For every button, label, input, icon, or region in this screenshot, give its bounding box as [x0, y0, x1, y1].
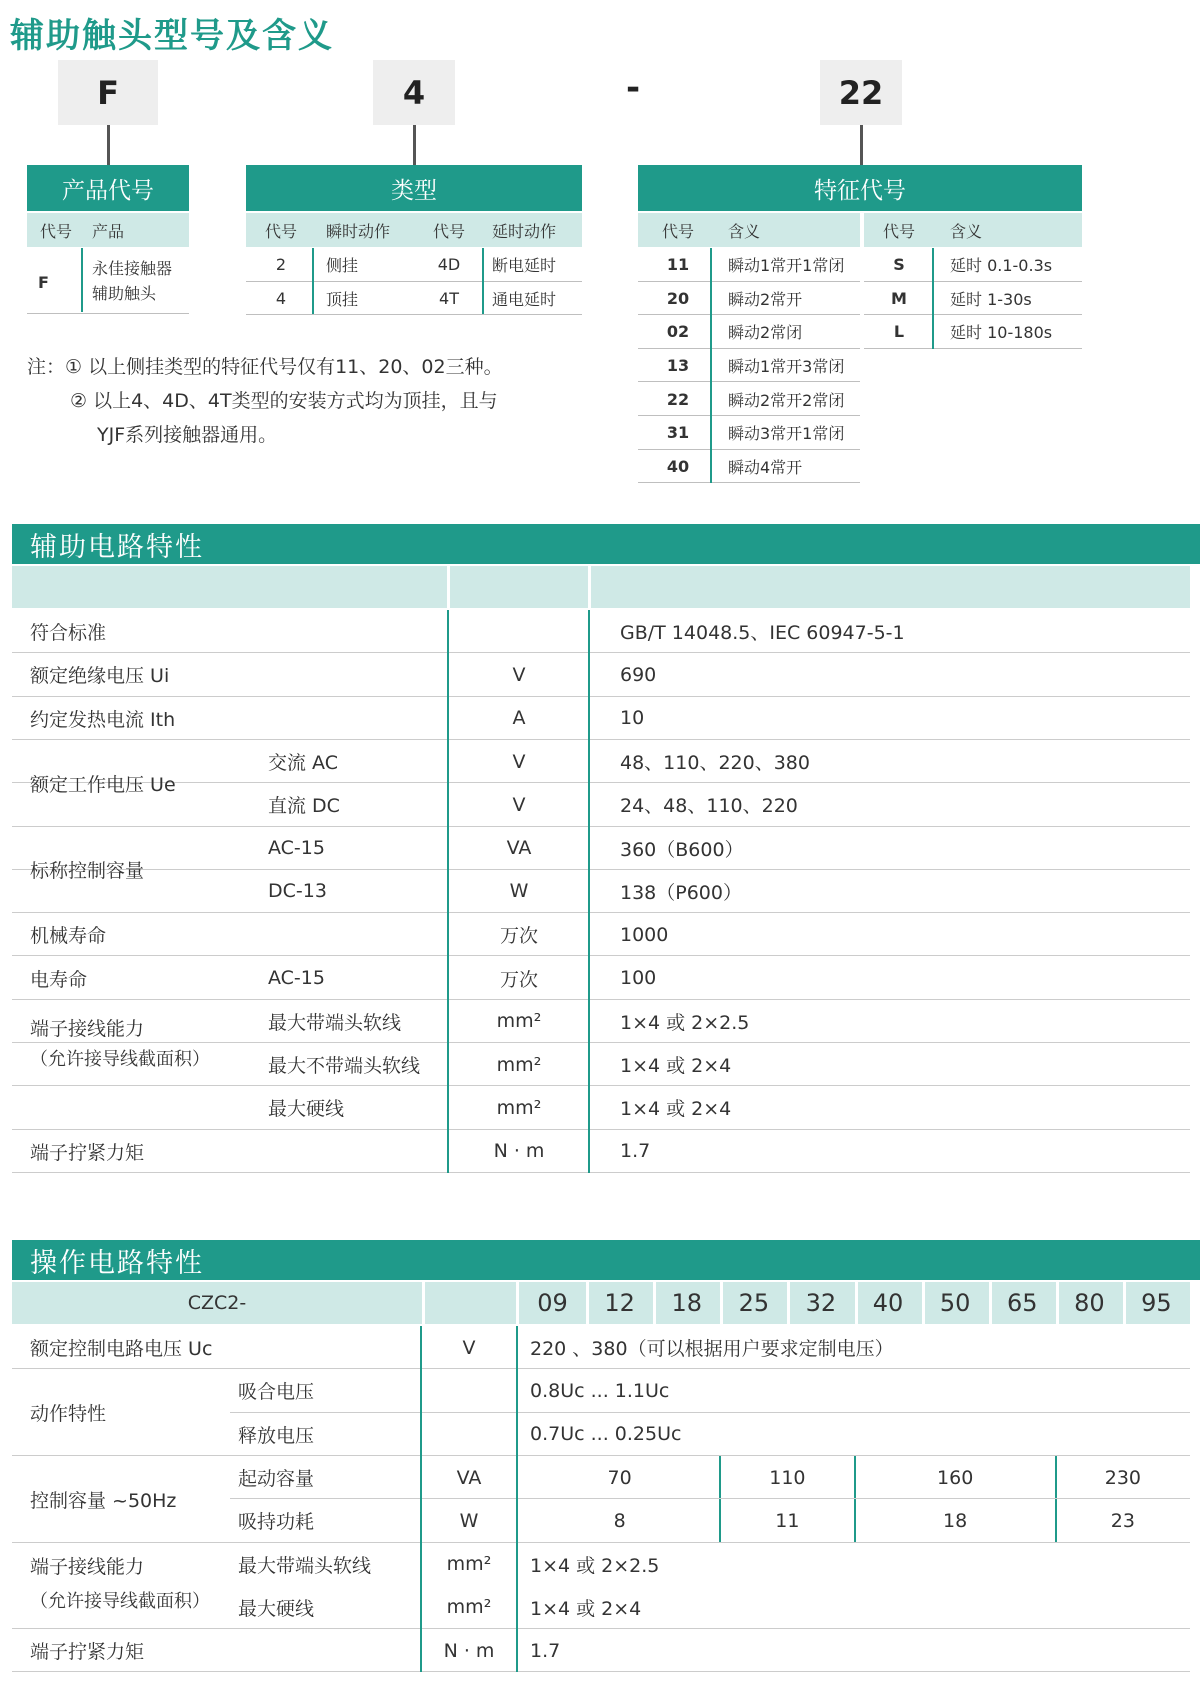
divider	[230, 1498, 1190, 1499]
divider	[710, 248, 712, 483]
op-value: 1×4 或 2×2.5	[530, 1554, 660, 1577]
aux-name: 约定发热电流 Ith	[30, 708, 176, 731]
divider	[422, 1282, 425, 1324]
op-sub: 最大硬线	[238, 1597, 315, 1620]
size-col: 95	[1141, 1289, 1172, 1317]
op-name: 端子接线能力	[30, 1556, 145, 1578]
note-line-1: 注：① 以上侧挂类型的特征代号仅有11、20、02三种。	[27, 356, 503, 378]
type-instant: 侧挂	[326, 256, 359, 275]
op-unit: W	[459, 1509, 479, 1532]
divider	[719, 1456, 721, 1543]
aux-unit: mm²	[496, 1096, 542, 1119]
feature-code: 20	[666, 288, 690, 308]
aux-value: 48、110、220、380	[620, 752, 810, 775]
aux-name: 额定绝缘电压 Ui	[30, 665, 170, 688]
op-start-val: 110	[769, 1466, 806, 1489]
col-code: 代号	[661, 221, 694, 241]
op-hold-val: 18	[943, 1509, 968, 1532]
aux-sub: 最大硬线	[268, 1098, 345, 1121]
divider	[932, 248, 934, 349]
type-code: 2	[275, 255, 287, 274]
divider	[864, 348, 1082, 349]
op-sub: 最大带端头软线	[238, 1554, 372, 1577]
feature-code: M	[891, 288, 907, 308]
aux-value: 1000	[620, 923, 669, 946]
page-title: 辅助触头型号及含义	[10, 16, 334, 56]
size-col: 32	[805, 1289, 837, 1317]
col-product: 产品	[92, 221, 125, 241]
feature-meaning: 瞬动3常开1常闭	[728, 424, 845, 444]
op-sub: 吸持功耗	[238, 1511, 315, 1534]
col-instant: 瞬时动作	[326, 221, 391, 241]
aux-name: （允许接导线截面积）	[30, 1048, 210, 1070]
feature-code: S	[893, 255, 905, 275]
code-box-type: 4	[373, 60, 455, 125]
aux-unit	[450, 610, 588, 653]
divider	[81, 248, 83, 312]
aux-sub: 直流 DC	[268, 795, 340, 818]
aux-value: 1×4 或 2×2.5	[620, 1011, 750, 1034]
aux-unit: 万次	[499, 925, 538, 948]
note-line-2: ② 以上4、4D、4T类型的安装方式均为顶挂，且与	[70, 390, 498, 412]
aux-name: 额定工作电压 Ue	[30, 773, 176, 796]
col-delay: 延时动作	[492, 221, 557, 241]
divider	[720, 1282, 723, 1324]
aux-sub: 交流 AC	[268, 752, 338, 775]
aux-sub: AC-15	[268, 837, 325, 860]
size-col: 65	[1006, 1289, 1038, 1317]
op-section-title: 操作电路特性	[12, 1240, 1200, 1280]
aux-unit: mm²	[496, 1010, 542, 1033]
aux-unit: A	[512, 707, 526, 730]
feature-code: 22	[666, 389, 690, 409]
op-value: 220 、380（可以根据用户要求定制电压）	[530, 1338, 894, 1361]
op-name: 控制容量 ~50Hz	[30, 1489, 177, 1512]
aux-value: 1×4 或 2×4	[620, 1055, 732, 1078]
aux-unit: V	[512, 750, 526, 773]
aux-sub: AC-15	[268, 967, 325, 990]
note-line-3: YJF系列接触器通用。	[97, 424, 278, 446]
op-hold-val: 8	[613, 1509, 626, 1532]
divider	[922, 1282, 925, 1324]
divider	[312, 248, 314, 314]
size-col: 50	[939, 1289, 971, 1317]
size-col: 25	[738, 1289, 770, 1317]
op-hold-val: 23	[1110, 1509, 1135, 1532]
divider	[1055, 1456, 1057, 1543]
op-start-val: 160	[937, 1466, 974, 1489]
op-hold-val: 11	[775, 1509, 800, 1532]
divider	[1123, 1282, 1126, 1324]
col-meaning: 含义	[728, 221, 761, 241]
type-code: 4D	[437, 255, 461, 274]
op-name: 端子拧紧力矩	[30, 1641, 145, 1664]
size-col: 09	[537, 1289, 568, 1317]
aux-unit: N · m	[493, 1140, 545, 1163]
op-value: 1.7	[530, 1639, 561, 1662]
type-code: 4	[275, 289, 287, 308]
aux-name: 电寿命	[30, 968, 88, 991]
feature-code: 02	[666, 322, 690, 342]
type-instant: 顶挂	[326, 290, 359, 309]
model-label: CZC2-	[187, 1292, 247, 1314]
op-name: （允许接导线截面积）	[30, 1590, 210, 1612]
divider	[588, 566, 591, 608]
aux-header-row	[12, 566, 1190, 608]
aux-value: 24、48、110、220	[620, 795, 798, 818]
divider	[989, 1282, 992, 1324]
feature-meaning: 瞬动2常开	[728, 289, 803, 309]
feature-meaning: 延时 0.1-0.3s	[950, 256, 1053, 276]
code-box-feature: 22	[820, 60, 902, 125]
aux-unit: W	[509, 880, 529, 903]
aux-name: 端子拧紧力矩	[30, 1141, 145, 1164]
op-unit: mm²	[446, 1596, 492, 1619]
aux-value: 360（B600）	[620, 838, 744, 861]
product-name-line2: 辅助触头	[92, 283, 157, 303]
connector-line	[413, 125, 416, 165]
op-sub: 释放电压	[238, 1424, 315, 1447]
divider	[516, 1326, 518, 1672]
feature-meaning: 瞬动2常开2常闭	[728, 390, 845, 410]
op-name: 额定控制电路电压 Uc	[30, 1338, 213, 1361]
aux-value: GB/T 14048.5、IEC 60947-5-1	[620, 622, 905, 645]
divider	[1056, 1282, 1059, 1324]
aux-name: 标称控制容量	[30, 860, 145, 883]
aux-unit: mm²	[496, 1053, 542, 1076]
aux-unit: V	[512, 663, 526, 686]
divider	[27, 313, 189, 314]
type-delay: 断电延时	[492, 256, 557, 275]
col-code: 代号	[432, 221, 465, 241]
divider	[787, 1282, 790, 1324]
divider	[653, 1282, 656, 1324]
feature-code: 11	[666, 255, 690, 275]
connector-line	[860, 125, 863, 165]
aux-sub: DC-13	[268, 880, 327, 903]
op-sub: 起动容量	[238, 1468, 315, 1491]
aux-value: 100	[620, 967, 657, 990]
op-unit: VA	[456, 1466, 482, 1489]
col-meaning: 含义	[950, 221, 983, 241]
op-value: 0.7Uc ... 0.25Uc	[530, 1423, 682, 1446]
feature-code: 31	[666, 423, 690, 443]
divider	[516, 1282, 519, 1324]
divider	[854, 1456, 856, 1543]
feature-meaning: 延时 10-180s	[950, 323, 1053, 343]
op-sub: 吸合电压	[238, 1381, 315, 1404]
feature-meaning: 瞬动2常闭	[728, 323, 803, 343]
aux-name: 端子接线能力	[30, 1018, 145, 1041]
product-name-line1: 永佳接触器	[92, 258, 173, 278]
aux-value: 690	[620, 663, 657, 686]
aux-value: 1.7	[620, 1140, 651, 1163]
product-code-header: 产品代号	[27, 165, 189, 211]
aux-unit: V	[512, 793, 526, 816]
feature-meaning: 延时 1-30s	[950, 289, 1032, 309]
aux-value: 1×4 或 2×4	[620, 1098, 732, 1121]
col-code: 代号	[39, 221, 72, 241]
feature-meaning: 瞬动1常开3常闭	[728, 357, 845, 377]
aux-value: 10	[620, 707, 645, 730]
op-start-val: 70	[607, 1466, 632, 1489]
divider	[420, 1326, 422, 1672]
feature-code: 13	[666, 356, 690, 376]
op-name: 动作特性	[30, 1403, 107, 1426]
product-code-value: F	[38, 272, 49, 292]
col-code: 代号	[264, 221, 297, 241]
aux-name: 符合标准	[30, 622, 107, 645]
divider	[482, 248, 484, 314]
aux-sub: 最大不带端头软线	[268, 1055, 421, 1078]
op-unit: mm²	[446, 1553, 492, 1576]
feature-code: L	[893, 322, 905, 342]
type-code: 4T	[439, 289, 459, 308]
feature-code: 40	[666, 456, 690, 476]
col-code: 代号	[882, 221, 915, 241]
aux-unit: VA	[506, 837, 532, 860]
aux-sub: 最大带端头软线	[268, 1011, 402, 1034]
aux-unit: 万次	[499, 968, 538, 991]
op-start-val: 230	[1104, 1466, 1142, 1489]
divider	[447, 610, 449, 1173]
op-value: 1×4 或 2×4	[530, 1597, 642, 1620]
aux-value: 138（P600）	[620, 881, 742, 904]
feature-meaning: 瞬动4常开	[728, 457, 803, 477]
feature-header: 特征代号	[638, 165, 1082, 211]
divider	[588, 610, 590, 1173]
divider	[638, 482, 860, 483]
code-box-f: F	[58, 60, 158, 125]
size-col: 12	[604, 1289, 635, 1317]
feature-meaning: 瞬动1常开1常闭	[728, 256, 845, 276]
aux-section-title: 辅助电路特性	[12, 524, 1200, 564]
divider	[12, 1671, 1190, 1672]
code-dash: -	[626, 68, 641, 108]
type-header: 类型	[246, 165, 582, 211]
divider	[855, 1282, 858, 1324]
divider	[586, 1282, 589, 1324]
divider	[246, 314, 582, 315]
size-col: 80	[1074, 1289, 1105, 1317]
divider	[230, 1412, 1190, 1413]
op-value: 0.8Uc ... 1.1Uc	[530, 1379, 670, 1402]
op-unit: V	[462, 1336, 476, 1359]
size-col: 40	[872, 1289, 904, 1317]
aux-name: 机械寿命	[30, 925, 107, 948]
connector-line	[107, 125, 110, 165]
op-unit: N · m	[443, 1639, 495, 1662]
size-col: 18	[671, 1289, 702, 1317]
type-delay: 通电延时	[492, 290, 557, 309]
divider	[447, 566, 450, 608]
